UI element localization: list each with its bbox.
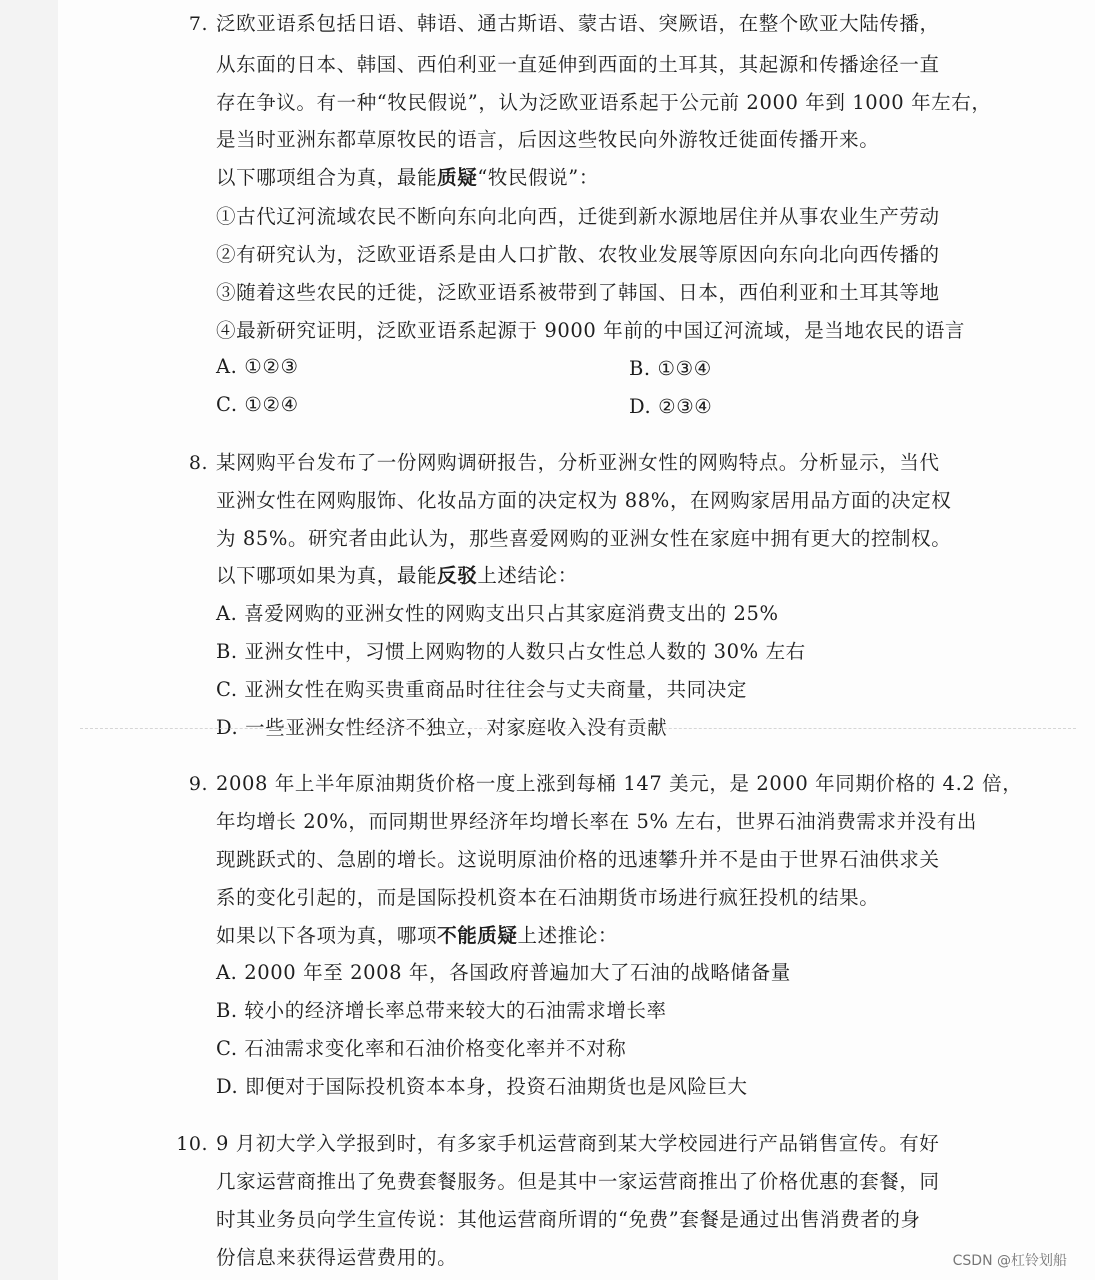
option-a: A. ①②③ [216,355,299,378]
question-number: 8. [188,452,208,474]
option-c: C. 石油需求变化率和石油价格变化率并不对称 [216,1037,627,1060]
question-number: 9. [188,773,208,795]
statement-1: ①古代辽河流域农民不断向东向北向西，迁徙到新水源地居住并从事农业生产劳动 [216,205,940,228]
statement-4: ④最新研究证明，泛欧亚语系起源于 9000 年前的中国辽河流域，是当地农民的语言 [216,319,966,342]
question-text-line: 为 85%。研究者由此认为，那些喜爱网购的亚洲女性在家庭中拥有更大的控制权。 [216,527,952,550]
statement-3: ③随着这些农民的迁徙，泛欧亚语系被带到了韩国、日本，西伯利亚和土耳其等地 [216,281,940,304]
question-prompt [216,557,578,595]
prompt-text: 上述推论： [517,924,619,947]
question-number: 10. [176,1133,208,1155]
section-divider [80,728,1076,729]
question-text-line: 9 月初大学入学报到时，有多家手机运营商到某大学校园进行产品销售宣传。有好 [216,1132,940,1155]
question-text-line: 年均增长 20%，而同期世界经济年均增长率在 5% 左右，世界石油消费需求并没有出 [216,810,977,833]
question-text-line: 现跳跃式的、急剧的增长。这说明原油价格的迅速攀升并不是由于世界石油供求关 [216,848,940,871]
question-number: 7. [188,13,208,35]
question-text-line: 份信息来获得运营费用的。 [216,1246,458,1269]
exam-page [58,0,1095,1280]
option-b: B. ①③④ [629,357,712,380]
prompt-emphasis: 质疑 [437,166,478,189]
prompt-emphasis: 不能质疑 [437,924,518,947]
question-text-line: 某网购平台发布了一份网购调研报告，分析亚洲女性的网购特点。分析显示，当代 [216,451,940,474]
question-text-line: 存在争议。有一种“牧民假说”，认为泛欧亚语系起于公元前 2000 年到 1000 年左右， [216,91,992,114]
option-b: B. 较小的经济增长率总带来较大的石油需求增长率 [216,999,667,1022]
question-text-line: 泛欧亚语系包括日语、韩语、通古斯语、蒙古语、突厥语，在整个欧亚大陆传播， [216,12,940,35]
csdn-watermark: CSDN @杠铃划船 [952,1253,1067,1269]
prompt-text: “牧民假说”： [477,166,599,189]
question-text-line: 时其业务员向学生宣传说：其他运营商所谓的“免费”套餐是通过出售消费者的身 [216,1208,921,1231]
option-a: A. 喜爱网购的亚洲女性的网购支出只占其家庭消费支出的 25% [216,602,779,625]
option-b: B. 亚洲女性中，习惯上网购物的人数只占女性总人数的 30% 左右 [216,640,806,663]
question-text-line: 亚洲女性在网购服饰、化妆品方面的决定权为 88%，在网购家居用品方面的决定权 [216,489,952,512]
question-text-line: 系的变化引起的，而是国际投机资本在石油期货市场进行疯狂投机的结果。 [216,886,880,909]
question-text-line: 从东面的日本、韩国、西伯利亚一直延伸到西面的土耳其，其起源和传播途径一直 [216,53,940,76]
question-prompt [216,917,618,955]
question-text-line: 2008 年上半年原油期货价格一度上涨到每桶 147 美元，是 2000 年同期价格的 4.2 倍， [216,772,1023,795]
option-d: D. 一些亚洲女性经济不独立，对家庭收入没有贡献 [216,716,668,739]
option-d: D. 即便对于国际投机资本本身，投资石油期货也是风险巨大 [216,1075,748,1098]
prompt-emphasis: 反驳 [437,564,478,587]
question-text-line: 几家运营商推出了免费套餐服务。但是其中一家运营商推出了价格优惠的套餐，同 [216,1170,940,1193]
option-d: D. ②③④ [629,395,713,418]
option-c: C. 亚洲女性在购买贵重商品时往往会与丈夫商量，共同决定 [216,678,747,701]
statement-2: ②有研究认为，泛欧亚语系是由人口扩散、农牧业发展等原因向东向北向西传播的 [216,243,940,266]
option-a: A. 2000 年至 2008 年，各国政府普遍加大了石油的战略储备量 [216,961,791,984]
question-prompt [216,159,599,197]
option-c: C. ①②④ [216,393,299,416]
prompt-text: 上述结论： [477,564,578,587]
prompt-text: 如果以下各项为真，哪项 [216,924,438,947]
question-text-line: 是当时亚洲东都草原牧民的语言，后因这些牧民向外游牧迁徙面传播开来。 [216,128,880,151]
prompt-text: 以下哪项组合为真，最能 [216,166,438,189]
prompt-text: 以下哪项如果为真，最能 [216,564,438,587]
